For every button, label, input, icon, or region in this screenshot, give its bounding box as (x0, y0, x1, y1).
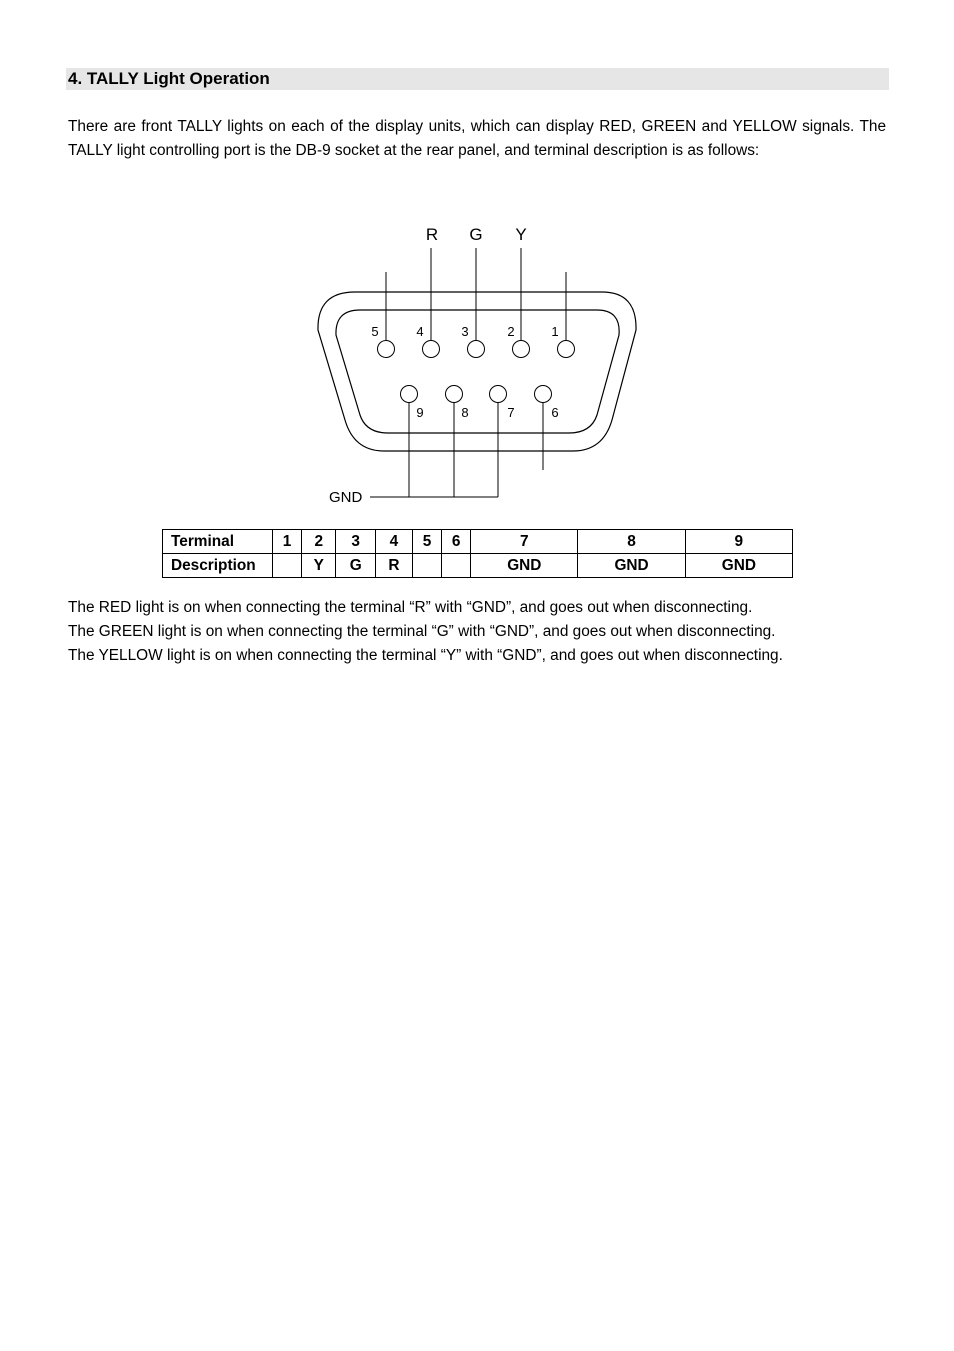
pin-6-hole (535, 386, 552, 403)
section-heading: 4. TALLY Light Operation (66, 68, 889, 90)
pin-number-4: 4 (416, 324, 424, 339)
terminal-table (162, 529, 793, 578)
pin-number-8: 8 (461, 405, 469, 420)
pin-number-2: 2 (507, 324, 515, 339)
terminal-cell: 1 (273, 530, 302, 554)
note-yellow: The YELLOW light is on when connecting the terminal “Y” with “GND”, and goes out when disconnecting. (68, 647, 783, 664)
terminal-row (163, 530, 793, 554)
pin-number-9: 9 (416, 405, 424, 420)
pin-4-hole (423, 341, 440, 358)
pin-number-5: 5 (371, 324, 379, 339)
pin-3-hole (468, 341, 485, 358)
terminal-cell: 8 (578, 530, 685, 554)
terminal-cell: 6 (442, 530, 471, 554)
description-cell: GND (471, 554, 578, 578)
description-row (163, 554, 793, 578)
pin-7-hole (490, 386, 507, 403)
pin-2-hole (513, 341, 530, 358)
terminal-cell: 2 (302, 530, 336, 554)
terminal-cell: 3 (336, 530, 376, 554)
pin-9-hole (401, 386, 418, 403)
description-cell: GND (685, 554, 792, 578)
terminal-cell: 9 (685, 530, 792, 554)
description-cell: GND (578, 554, 685, 578)
pin-number-3: 3 (461, 324, 469, 339)
signal-label-y: Y (515, 225, 527, 244)
terminal-cell: 7 (471, 530, 578, 554)
description-cell: Y (302, 554, 336, 578)
pin-5-hole (378, 341, 395, 358)
terminal-cell: 5 (412, 530, 441, 554)
signal-label-g: G (469, 225, 483, 244)
description-cell: G (336, 554, 376, 578)
terminal-row-header: Terminal (163, 530, 273, 554)
note-red: The RED light is on when connecting the terminal “R” with “GND”, and goes out when disconnecting. (68, 599, 753, 616)
pin-number-6: 6 (551, 405, 559, 420)
intro-paragraph: There are front TALLY lights on each of the display units, which can display RED, GREEN and YELLOW signals. The TALLY light controlling port is the DB-9 socket at the rear panel, and terminal description is as follows: (68, 118, 886, 159)
pin-8-hole (446, 386, 463, 403)
note-green: The GREEN light is on when connecting the terminal “G” with “GND”, and goes out when disconnecting. (68, 623, 776, 640)
signal-label-r: R (425, 225, 439, 244)
db9-connector-diagram (315, 220, 637, 510)
description-row-header: Description (163, 554, 273, 578)
pin-1-hole (558, 341, 575, 358)
notes-block (68, 596, 783, 668)
ground-label: GND (329, 489, 363, 506)
description-cell (412, 554, 441, 578)
pin-number-1: 1 (551, 324, 559, 339)
terminal-cell: 4 (375, 530, 412, 554)
description-cell (273, 554, 302, 578)
description-cell (442, 554, 471, 578)
description-cell: R (375, 554, 412, 578)
pin-number-7: 7 (507, 405, 515, 420)
